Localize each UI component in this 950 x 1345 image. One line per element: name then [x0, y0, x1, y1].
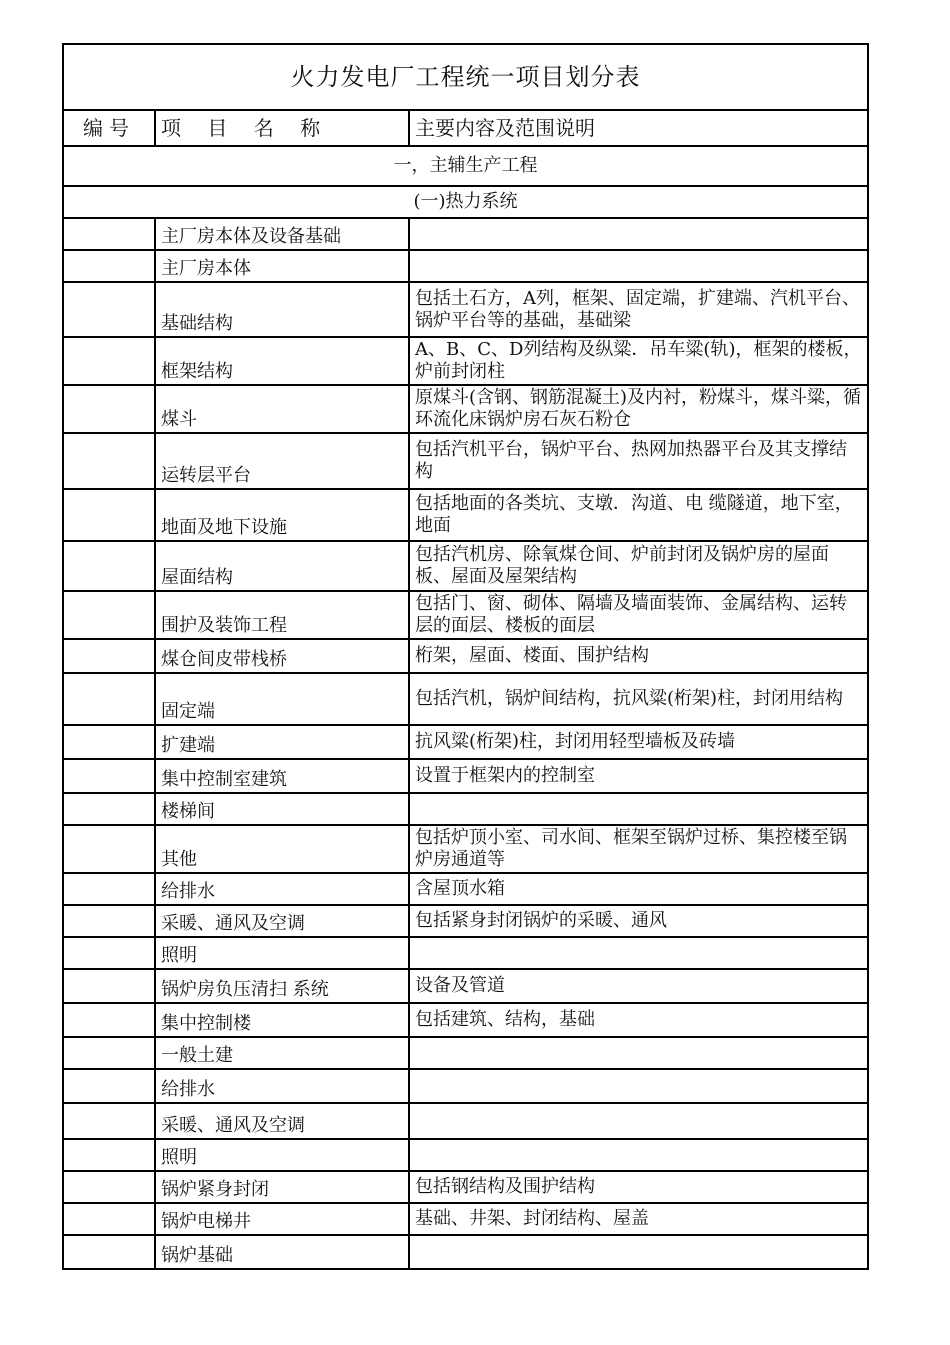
item-number [63, 1203, 155, 1235]
subsection-row [63, 186, 868, 218]
item-number [63, 250, 155, 282]
item-number [63, 759, 155, 793]
item-number [63, 1171, 155, 1203]
item-number [63, 905, 155, 937]
item-description [409, 218, 868, 250]
table-row [63, 1003, 868, 1037]
item-name: 其他 [155, 825, 409, 873]
header-item-name: 项 目 名 称 [155, 110, 409, 146]
item-name: 框架结构 [155, 337, 409, 385]
item-name: 给排水 [155, 873, 409, 905]
item-description: A、B、C、D列结构及纵粱．吊车粱(轨)，框架的楼板，炉前封闭柱 [409, 337, 868, 385]
item-name: 锅炉基础 [155, 1235, 409, 1269]
item-number [63, 937, 155, 969]
item-number [63, 639, 155, 673]
item-name: 运转层平台 [155, 433, 409, 489]
table-row [63, 489, 868, 541]
item-name: 楼梯间 [155, 793, 409, 825]
item-name: 集中控制楼 [155, 1003, 409, 1037]
project-division-sheet [62, 43, 867, 1270]
item-number [63, 385, 155, 433]
item-number [63, 969, 155, 1003]
item-description: 包括炉顶小室、司水间、框架至锅炉过桥、集控楼至锅炉房通道等 [409, 825, 868, 873]
item-number [63, 673, 155, 725]
item-description: 设备及管道 [409, 969, 868, 1003]
item-description: 包括汽机房、除氧煤仓间、炉前封闭及锅炉房的屋面板、屋面及屋架结构 [409, 541, 868, 591]
table-row [63, 725, 868, 759]
item-name: 给排水 [155, 1069, 409, 1103]
item-name: 地面及地下设施 [155, 489, 409, 541]
item-description: 基础、井架、封闭结构、屋盖 [409, 1203, 868, 1235]
header-row [63, 110, 868, 146]
table-row [63, 541, 868, 591]
table-row [63, 873, 868, 905]
table-row [63, 385, 868, 433]
table-row [63, 1203, 868, 1235]
item-number [63, 1103, 155, 1139]
table-row [63, 759, 868, 793]
table-row [63, 250, 868, 282]
header-number: 编号 [63, 110, 155, 146]
table-title: 火力发电厂工程统一项目划分表 [63, 44, 868, 110]
table-row [63, 1103, 868, 1139]
item-description [409, 1103, 868, 1139]
table-row [63, 1139, 868, 1171]
item-number [63, 337, 155, 385]
item-name: 采暖、通风及空调 [155, 1103, 409, 1139]
item-name: 主厂房本体 [155, 250, 409, 282]
table-row [63, 218, 868, 250]
item-description [409, 937, 868, 969]
item-name: 一般土建 [155, 1037, 409, 1069]
item-description: 含屋顶水箱 [409, 873, 868, 905]
table-row [63, 793, 868, 825]
subsection-heading: (一)热力系统 [63, 186, 868, 218]
item-name: 锅炉紧身封闭 [155, 1171, 409, 1203]
item-number [63, 873, 155, 905]
item-number [63, 1037, 155, 1069]
item-name: 固定端 [155, 673, 409, 725]
table-row [63, 673, 868, 725]
item-description: 原煤斗(含钢、钢筋混凝土)及内衬，粉煤斗，煤斗粱，循环流化床锅炉房石灰石粉仓 [409, 385, 868, 433]
item-name: 锅炉房负压清扫 系统 [155, 969, 409, 1003]
item-description: 设置于框架内的控制室 [409, 759, 868, 793]
table-row [63, 905, 868, 937]
item-number [63, 1139, 155, 1171]
table-row [63, 969, 868, 1003]
item-name: 锅炉电梯井 [155, 1203, 409, 1235]
item-name: 集中控制室建筑 [155, 759, 409, 793]
item-name: 煤斗 [155, 385, 409, 433]
project-division-table [62, 43, 869, 1270]
item-description: 抗风粱(桁架)柱，封闭用轻型墙板及砖墙 [409, 725, 868, 759]
item-name: 围护及装饰工程 [155, 591, 409, 639]
table-row [63, 1235, 868, 1269]
table-row [63, 282, 868, 337]
item-number [63, 793, 155, 825]
item-description [409, 250, 868, 282]
item-description: 桁架，屋面、楼面、围护结构 [409, 639, 868, 673]
item-description: 包括钢结构及围护结构 [409, 1171, 868, 1203]
item-description: 包括汽机，锅炉间结构，抗风粱(桁架)柱，封闭用结构 [409, 673, 868, 725]
item-number [63, 218, 155, 250]
title-row [63, 44, 868, 110]
item-description [409, 1037, 868, 1069]
item-description: 包括地面的各类坑、支墩．沟道、电 缆隧道，地下室，地面 [409, 489, 868, 541]
table-row [63, 433, 868, 489]
item-name: 扩建端 [155, 725, 409, 759]
item-description: 包括建筑、结构，基础 [409, 1003, 868, 1037]
table-row [63, 337, 868, 385]
item-name: 采暖、通风及空调 [155, 905, 409, 937]
header-scope-description: 主要内容及范围说明 [409, 110, 868, 146]
item-number [63, 541, 155, 591]
item-number [63, 433, 155, 489]
item-name: 煤仓间皮带栈桥 [155, 639, 409, 673]
item-name: 基础结构 [155, 282, 409, 337]
item-number [63, 825, 155, 873]
item-number [63, 725, 155, 759]
table-row [63, 639, 868, 673]
item-number [63, 489, 155, 541]
table-row [63, 591, 868, 639]
section-row [63, 146, 868, 186]
item-name: 照明 [155, 937, 409, 969]
item-description [409, 793, 868, 825]
item-description: 包括土石方，A列，框架、固定端，扩建端、汽机平台、锅炉平台等的基础，基础梁 [409, 282, 868, 337]
item-description [409, 1235, 868, 1269]
table-row [63, 1171, 868, 1203]
table-row [63, 825, 868, 873]
item-name: 屋面结构 [155, 541, 409, 591]
item-number [63, 282, 155, 337]
table-row [63, 1037, 868, 1069]
item-number [63, 1069, 155, 1103]
table-row [63, 1069, 868, 1103]
item-description: 包括紧身封闭锅炉的采暖、通风 [409, 905, 868, 937]
item-description: 包括门、窗、砌体、隔墙及墙面装饰、金属结构、运转层的面层、楼板的面层 [409, 591, 868, 639]
item-name: 照明 [155, 1139, 409, 1171]
item-description: 包括汽机平台，锅炉平台、热网加热器平台及其支撑结构 [409, 433, 868, 489]
item-description [409, 1139, 868, 1171]
item-number [63, 1003, 155, 1037]
item-description [409, 1069, 868, 1103]
item-number [63, 591, 155, 639]
item-name: 主厂房本体及设备基础 [155, 218, 409, 250]
table-row [63, 937, 868, 969]
section-heading: 一，主辅生产工程 [63, 146, 868, 186]
item-number [63, 1235, 155, 1269]
